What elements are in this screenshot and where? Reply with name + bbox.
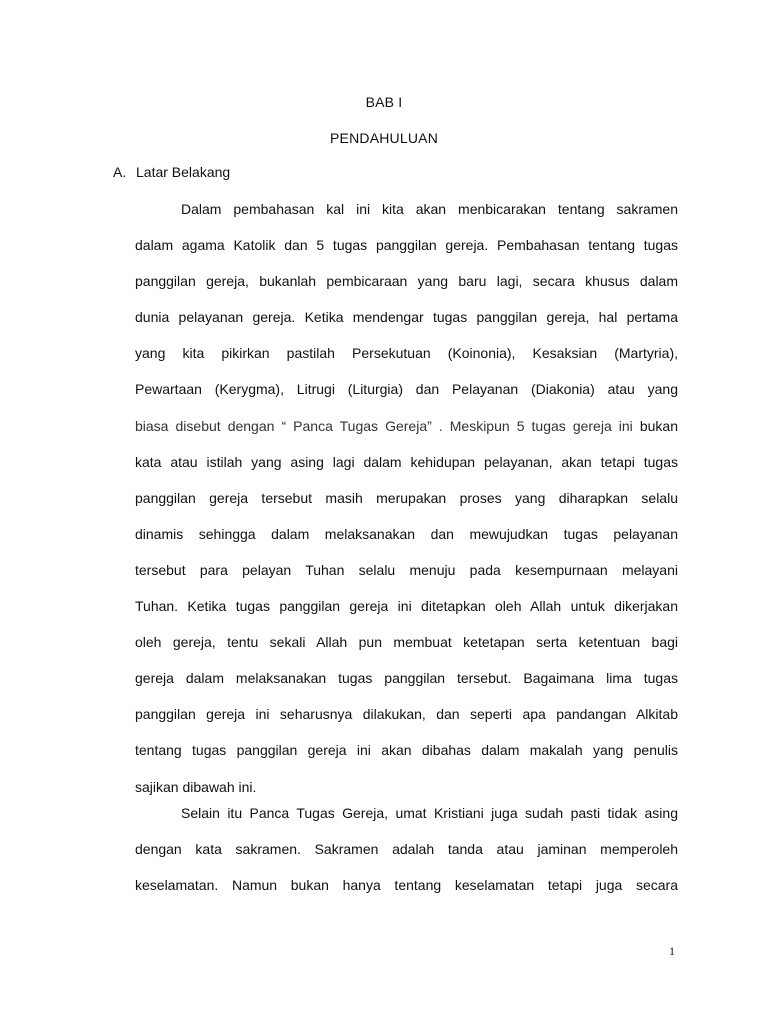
section-title: Latar Belakang bbox=[136, 164, 231, 180]
paragraph-line-tail: bukan bbox=[639, 417, 678, 434]
page-number: 1 bbox=[669, 944, 675, 958]
paragraph-line: dunia pelayanan gereja. Ketika mendengar tugas panggilan gereja, hal pertama bbox=[135, 309, 678, 326]
chapter-heading: BAB I bbox=[365, 94, 403, 110]
paragraph-line: panggilan gereja, bukanlah pembicaraan yang baru lagi, secara khusus dalam bbox=[135, 273, 678, 290]
paragraph-line-light-text: biasa disebut dengan “ Panca Tugas Gereja” . Meskipun 5 tugas gereja ini bbox=[135, 417, 633, 434]
paragraph-line: dengan kata sakramen. Sakramen adalah tanda atau jaminan memperoleh bbox=[135, 841, 678, 858]
paragraph-2 bbox=[135, 795, 678, 903]
paragraph-line: Selain itu Panca Tugas Gereja, umat Kristiani juga sudah pasti tidak asing bbox=[181, 805, 678, 821]
section-number: A. bbox=[113, 164, 127, 180]
paragraph-line: oleh gereja, tentu sekali Allah pun membuat ketetapan serta ketentuan bagi bbox=[135, 634, 678, 651]
paragraph-line: panggilan gereja ini seharusnya dilakukan, dan seperti apa pandangan Alkitab bbox=[135, 706, 678, 723]
paragraph-line: yang kita pikirkan pastilah Persekutuan (Koinonia), Kesaksian (Martyria), bbox=[135, 345, 678, 362]
paragraph-line: Pewartaan (Kerygma), Litrugi (Liturgia) dan Pelayanan (Diakonia) atau yang bbox=[135, 381, 678, 398]
paragraph-line: kata atau istilah yang asing lagi dalam kehidupan pelayanan, akan tetapi tugas bbox=[135, 453, 678, 470]
paragraph-line: tentang tugas panggilan gereja ini akan dibahas dalam makalah yang penulis bbox=[135, 742, 678, 759]
paragraph-line-mixed bbox=[135, 408, 678, 444]
paragraph-line: dalam agama Katolik dan 5 tugas panggilan gereja. Pembahasan tentang tugas bbox=[135, 237, 678, 254]
paragraph-line: Tuhan. Ketika tugas panggilan gereja ini ditetapkan oleh Allah untuk dikerjakan bbox=[135, 598, 678, 615]
paragraph-line: dinamis sehingga dalam melaksanakan dan mewujudkan tugas pelayanan bbox=[135, 525, 678, 542]
paragraph-line: keselamatan. Namun bukan hanya tentang keselamatan tetapi juga secara bbox=[135, 877, 678, 894]
paragraph-line: gereja dalam melaksanakan tugas panggilan tersebut. Bagaimana lima tugas bbox=[135, 670, 678, 687]
paragraph-line: panggilan gereja tersebut masih merupakan proses yang diharapkan selalu bbox=[135, 489, 678, 506]
chapter-title: PENDAHULUAN bbox=[330, 130, 438, 146]
paragraph-line: sajikan dibawah ini. bbox=[135, 778, 257, 795]
section-heading bbox=[113, 164, 230, 180]
paragraph-1 bbox=[135, 191, 678, 805]
paragraph-line: tersebut para pelayan Tuhan selalu menuju pada kesempurnaan melayani bbox=[135, 561, 678, 578]
paragraph-line: Dalam pembahasan kal ini kita akan menbicarakan tentang sakramen bbox=[181, 201, 678, 217]
